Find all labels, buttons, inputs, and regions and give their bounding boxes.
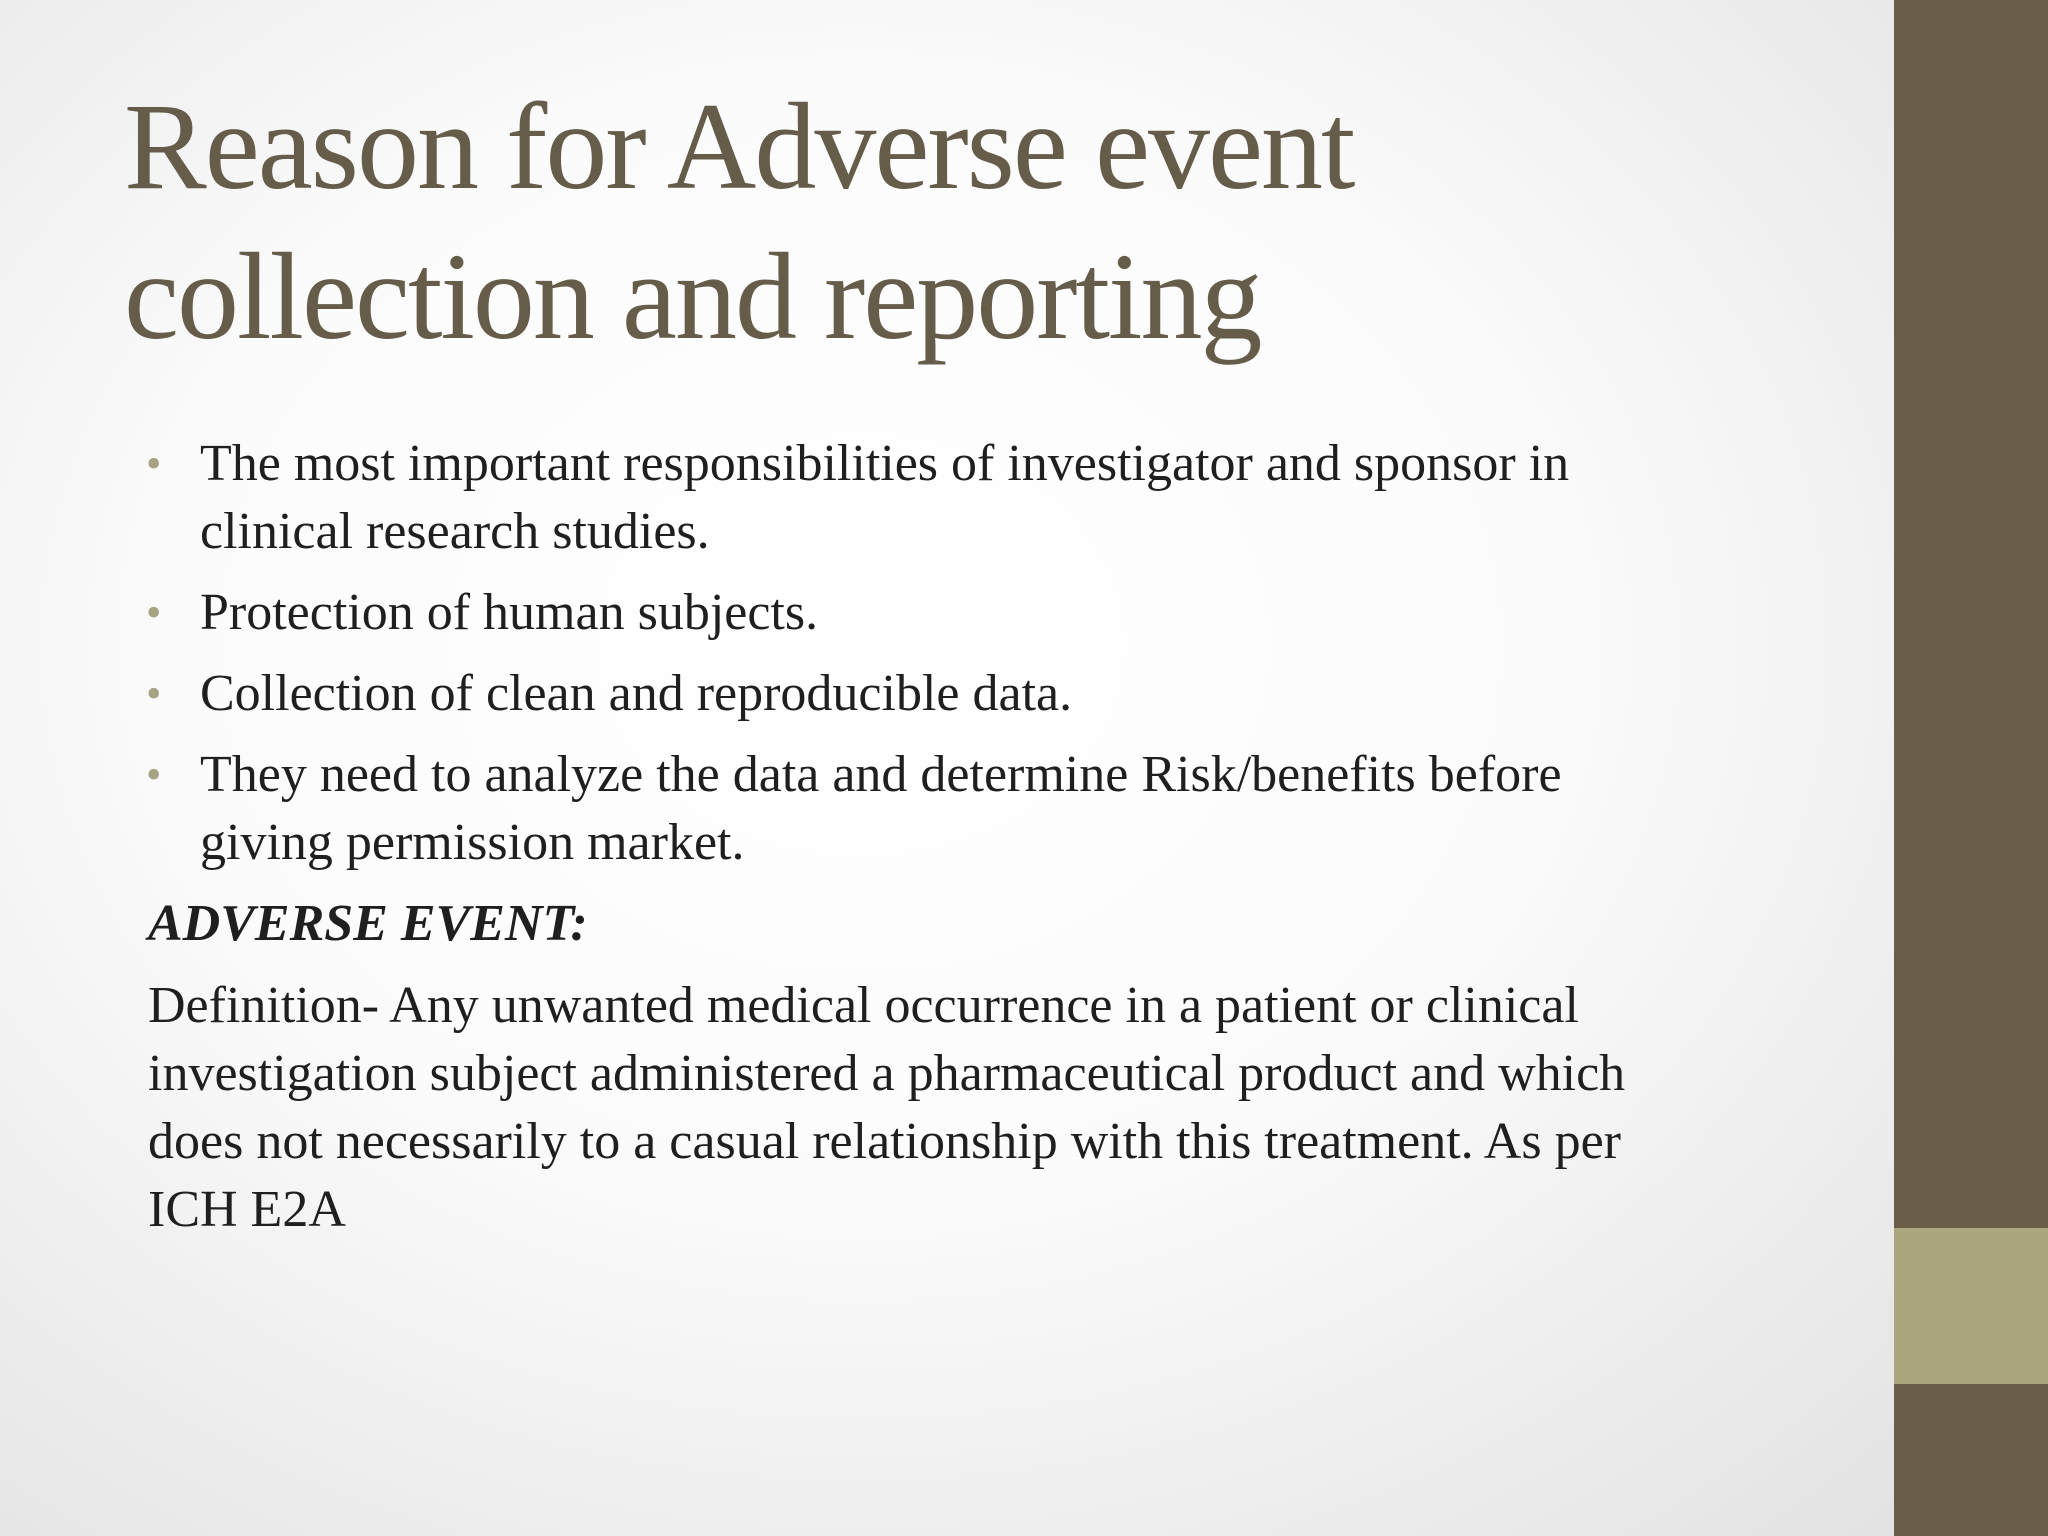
bullet-marker: • (146, 750, 162, 799)
adverse-event-definition (148, 972, 1788, 1244)
bullet-text-line: giving permission market. (200, 814, 745, 871)
bullet-item-3 (146, 660, 1746, 728)
slide-title (124, 72, 1824, 372)
definition-line-2: investigation subject administered a pharmaceutical product and which (148, 1045, 1626, 1102)
slide-title-line-2: collection and reporting (124, 228, 1261, 365)
bullet-marker: • (146, 439, 162, 488)
bullet-item-4 (146, 741, 1746, 877)
definition-line-1: Definition- Any unwanted medical occurrence in a patient or clinical (148, 977, 1579, 1034)
bullet-item-2 (146, 579, 1746, 647)
slide-title-line-1: Reason for Adverse event (124, 78, 1354, 215)
bullet-marker: • (146, 588, 162, 637)
bullet-text-line: clinical research studies. (200, 503, 710, 560)
bullet-text-line: Protection of human subjects. (200, 584, 819, 641)
sidebar-dark-band-top (1894, 0, 2048, 1228)
definition-line-4: ICH E2A (148, 1181, 346, 1238)
adverse-event-heading: ADVERSE EVENT: (148, 895, 588, 952)
sidebar-accent-band (1894, 1228, 2048, 1384)
bullet-marker: • (146, 669, 162, 718)
bullet-list (146, 430, 1746, 890)
bullet-text-line: The most important responsibilities of investigator and sponsor in (200, 435, 1570, 492)
bullet-text-line: Collection of clean and reproducible data. (200, 665, 1073, 722)
bullet-text-line: They need to analyze the data and determine Risk/benefits before (200, 746, 1562, 803)
bullet-item-1 (146, 430, 1746, 566)
sidebar-dark-band-bottom (1894, 1384, 2048, 1536)
definition-line-3: does not necessarily to a casual relationship with this treatment. As per (148, 1113, 1621, 1170)
decorative-sidebar (1894, 0, 2048, 1536)
